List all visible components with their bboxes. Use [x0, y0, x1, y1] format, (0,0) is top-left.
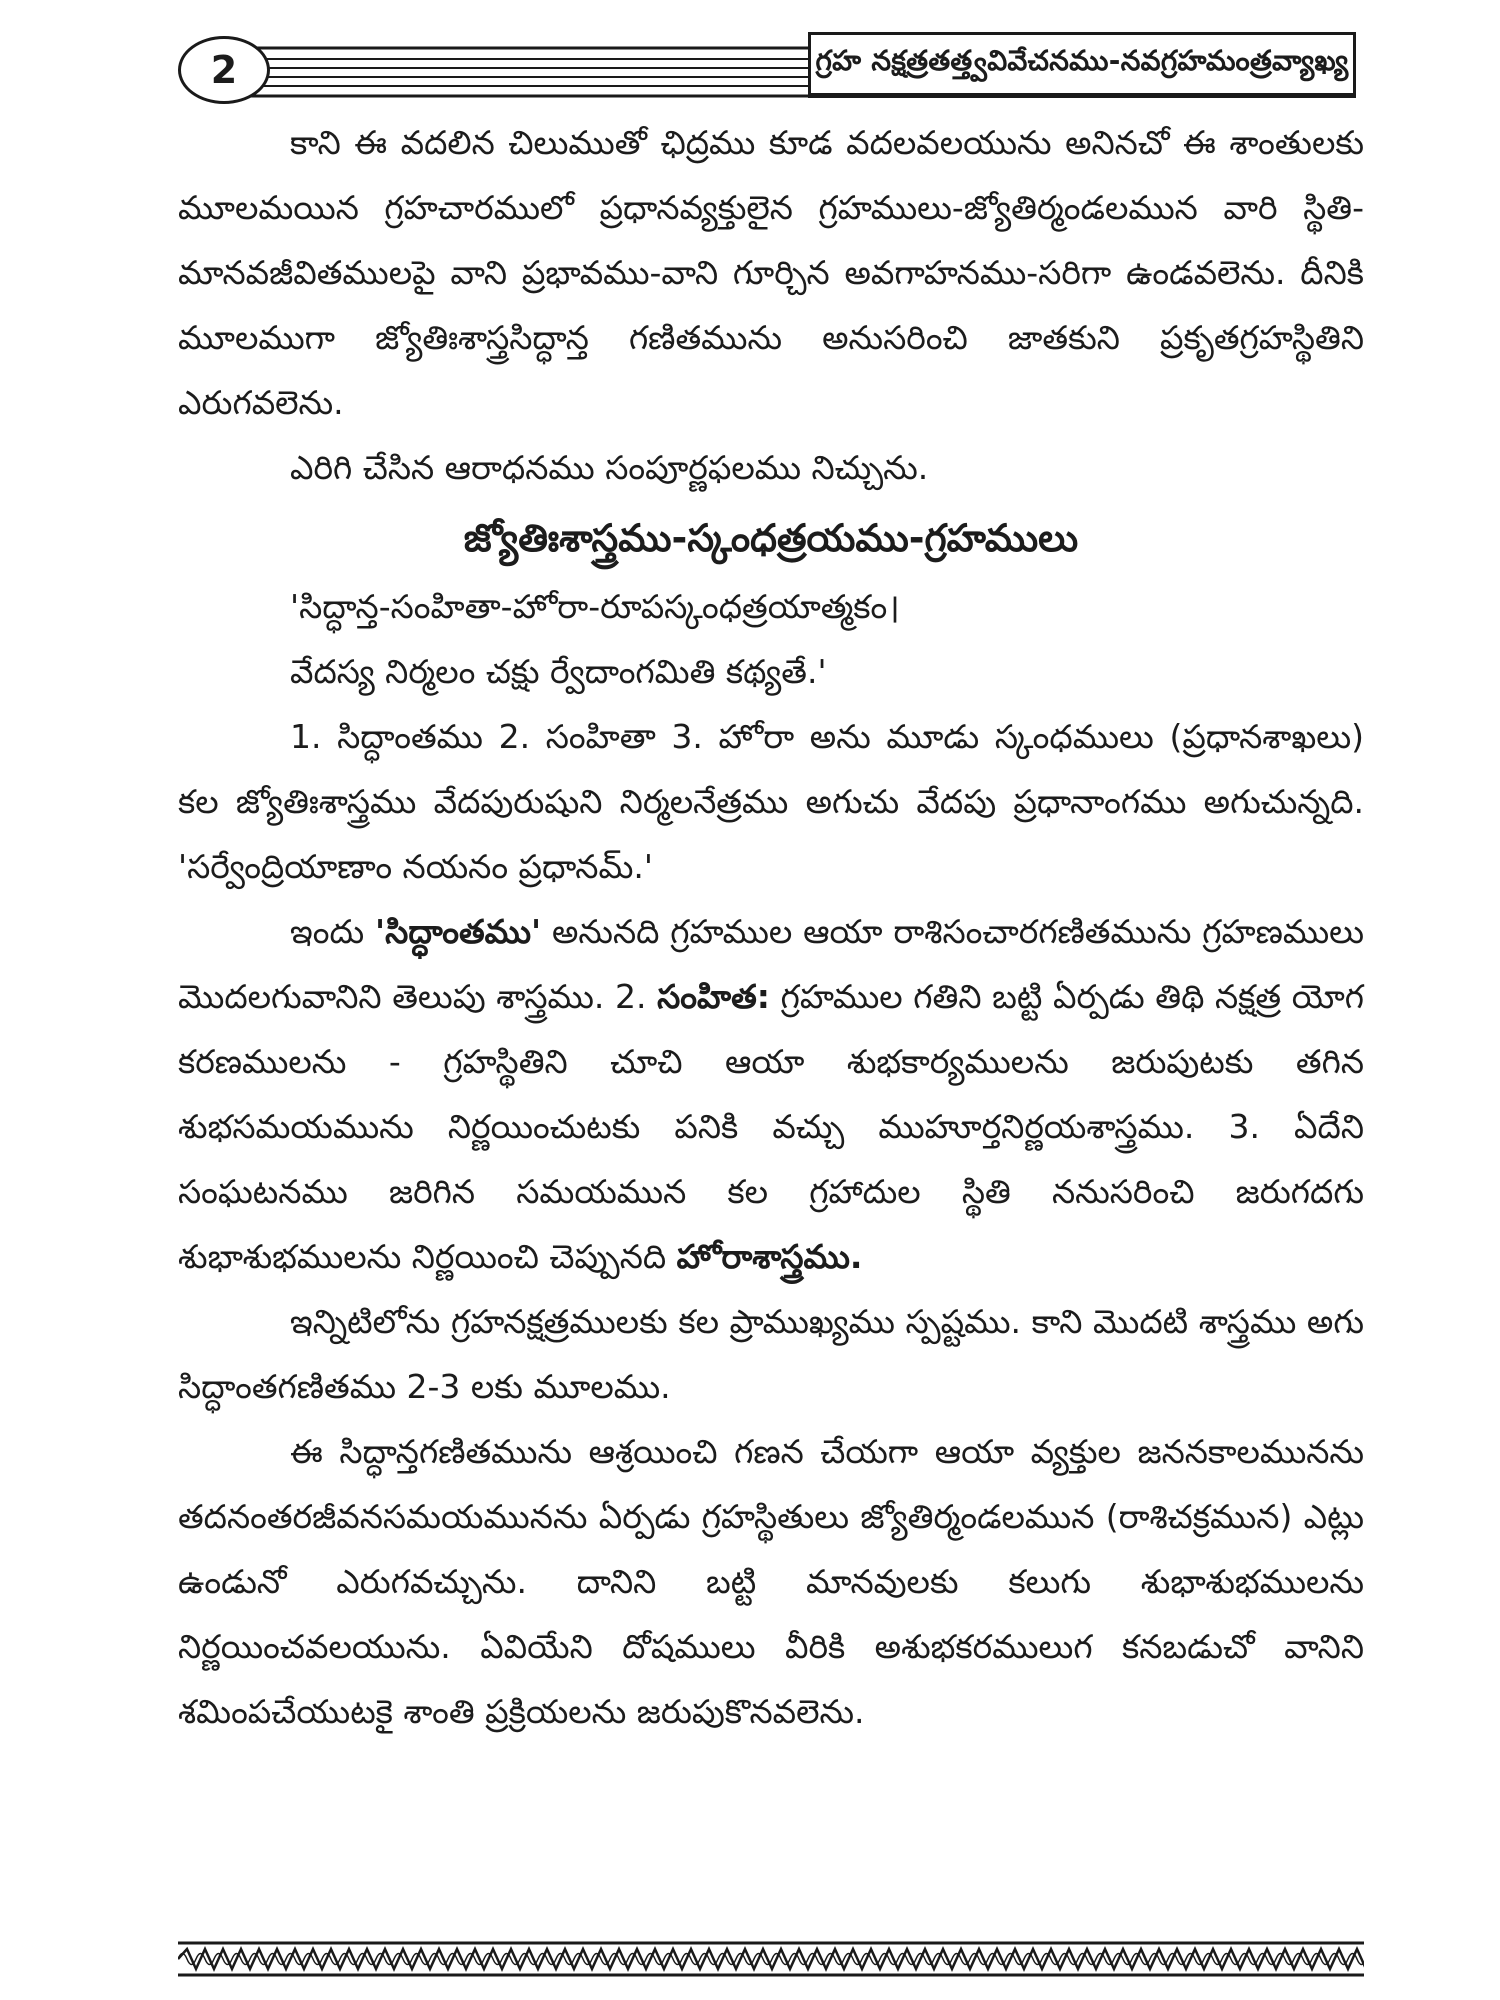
ornament-wave	[178, 1954, 1364, 1965]
page-content	[178, 110, 1364, 1744]
page-number-oval	[178, 36, 270, 104]
page-header	[176, 30, 1362, 108]
verse-line-1: 'సిద్ధాన్త-సంహితా-హోరా-రూపస్కంధత్రయాత్మకం।	[290, 587, 900, 626]
term-siddhantamu: 'సిద్ధాంతము'	[375, 912, 542, 951]
p4-text-2: అనునది గ్రహముల ఆయా రాశిసంచారగణితమును గ్రహణములు మొదలగువానిని తెలుపు శాస్త్రము. 2.	[178, 912, 1364, 1016]
paragraph-4	[178, 899, 1364, 1289]
paragraph-6: ఈ సిద్ధాన్తగణితమును ఆశ్రయించి గణన చేయగా ఆయా వ్యక్తుల జననకాలమునను తదనంతరజీవనసమయమునను ఏర్పడు గ్రహస్థితులు జ్యోతిర్మండలమున (రాశిచక్రమున) ఎట్లు ఉండునో ఎరుగవచ్చును. దానిని బట్టి మానవులకు కలుగు శుభాశుభములను నిర్ణయించవలయును. ఏవియేని దోషములు వీరికి అశుభకరములుగ కనబడుచో వానిని శమింపచేయుటకై శాంతి ప్రక్రియలను జరుపుకొనవలెను.	[178, 1432, 1364, 1731]
footer-ornament-border	[178, 1940, 1364, 1978]
paragraph-1: కాని ఈ వదలిన చిలుముతో ఛిద్రము కూడ వదలవలయును అనినచో ఈ శాంతులకు మూలమయిన గ్రహచారములో ప్రధానవ్యక్తులైన గ్రహములు-జ్యోతిర్మండలమున వారి స్థితి-మానవజీవితములపై వాని ప్రభావము-వాని గూర్చిన అవగాహనము-సరిగా ఉండవలెను. దీనికి మూలముగా జ్యోతిఃశాస్త్రసిద్ధాన్త గణితమును అనుసరించి జాతకుని ప్రకృతగ్రహస్థితిని ఎరుగవలెను.	[178, 123, 1364, 422]
verse-line-2: వేదస్య నిర్మలం చక్షు ర్వేదాంగమితి కథ్యతే.'	[290, 652, 827, 691]
p4-text-3: గ్రహముల గతిని బట్టి ఏర్పడు తిథి నక్షత్ర యోగ కరణములను - గ్రహస్థితిని చూచి ఆయా శుభకార్యములను జరుపుటకు తగిన శుభసమయమును నిర్ణయించుటకు పనికి వచ్చు ముహూర్తనిర్ణయశాస్త్రము. 3. ఏదేని సంఘటనము జరిగిన సమయమున కల గ్రహాదుల స్థితి ననుసరించి జరుగదగు శుభాశుభములను నిర్ణయించి చెప్పునది	[178, 977, 1364, 1276]
paragraph-2: ఎరిగి చేసిన ఆరాధనము సంపూర్ణఫలము నిచ్చును.	[290, 448, 929, 487]
running-title-box	[808, 32, 1356, 98]
term-samhita: సంహిత:	[657, 977, 770, 1016]
section-heading: జ్యోతిఃశాస్త్రము-స్కంధత్రయము-గ్రహములు	[463, 516, 1079, 560]
paragraph-5: ఇన్నిటిలోను గ్రహనక్షత్రములకు కల ప్రాముఖ్యము స్పష్టము. కాని మొదటి శాస్త్రము అగు సిద్ధాంతగణితము 2-3 లకు మూలము.	[178, 1302, 1364, 1406]
header-rule-lines	[236, 44, 810, 100]
running-title: గ్రహ నక్షత్రతత్త్వవివేచనము-నవగ్రహమంత్రవ్యాఖ్య	[815, 44, 1349, 77]
page-number: 2	[210, 48, 238, 92]
p4-text-1: ఇందు	[290, 912, 376, 951]
paragraph-3: 1. సిద్ధాంతము 2. సంహితా 3. హోరా అను మూడు స్కంధములు (ప్రధానశాఖలు) కల జ్యోతిఃశాస్త్రము వేదపురుషుని నిర్మలనేత్రము అగుచు వేదపు ప్రధానాంగము అగుచున్నది. 'సర్వేంద్రియాణాం నయనం ప్రధానమ్.'	[178, 717, 1364, 886]
term-horashastramu: హోరాశాస్త్రము.	[676, 1237, 863, 1276]
